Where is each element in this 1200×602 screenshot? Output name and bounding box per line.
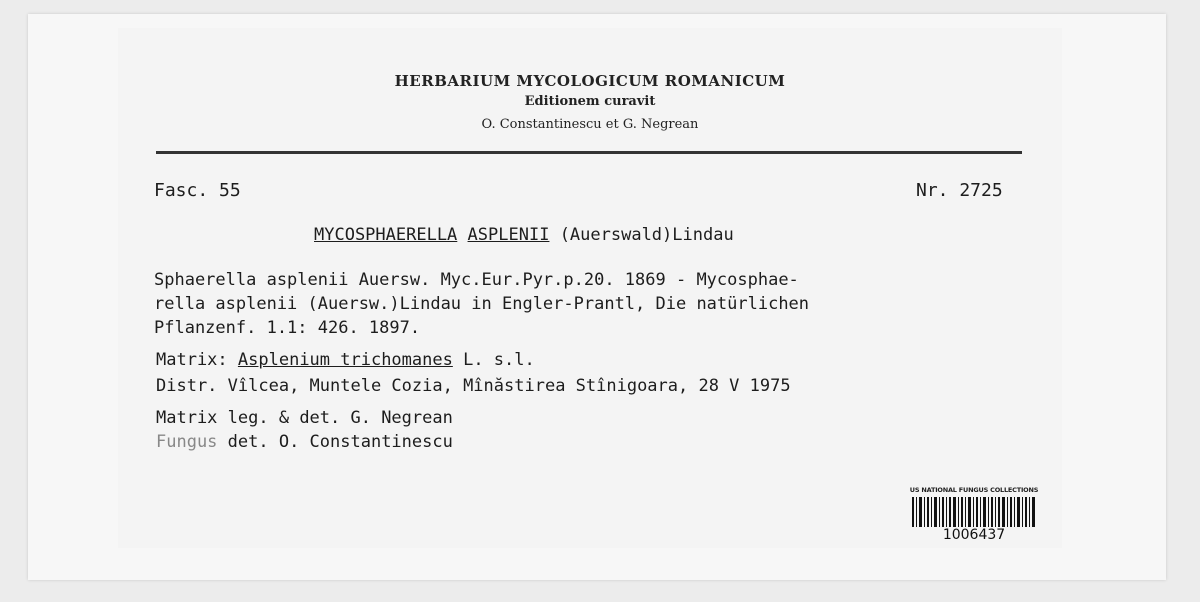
determiner-value: det. O. Constantinescu (227, 432, 453, 452)
herbarium-subtitle: Editionem curavit (524, 94, 656, 109)
determiner-label: Fungus (156, 432, 218, 452)
matrix-line (156, 350, 535, 370)
herbarium-title: HERBARIUM MYCOLOGICUM ROMANICUM (394, 72, 786, 90)
species-epithet: ASPLENII (467, 225, 550, 245)
host-name: Asplenium trichomanes (237, 350, 453, 370)
barcode-number: 1006437 (942, 527, 1006, 543)
collector-label: Matrix (156, 408, 218, 428)
synonymy-line-3: Pflanzenf. 1.1: 426. 1897. (154, 318, 421, 338)
barcode-icon (912, 497, 1036, 527)
distribution-label: Distr. (156, 376, 218, 396)
herbarium-editors: O. Constantinescu et G. Negrean (481, 117, 699, 132)
host-authority: L. s.l. (463, 350, 535, 370)
exsiccata-number: Nr. 2725 (916, 180, 1003, 201)
genus-name: MYCOSPHAERELLA (314, 225, 458, 245)
fascicle-number: Fasc. 55 (154, 180, 241, 201)
species-authority: (Auerswald)Lindau (559, 225, 734, 245)
species-name (314, 225, 734, 245)
collector-value: leg. & det. G. Negrean (227, 408, 453, 428)
determiner-line (156, 432, 453, 452)
barcode-title: US NATIONAL FUNGUS COLLECTIONS (909, 486, 1039, 494)
synonymy-line-1: Sphaerella asplenii Auersw. Myc.Eur.Pyr.p.20. 1869 - Mycosphae- (154, 270, 799, 290)
collector-line (156, 408, 453, 428)
header-divider (156, 151, 1022, 154)
distribution-value: Vîlcea, Muntele Cozia, Mînăstirea Stînigoara, 28 V 1975 (227, 376, 791, 396)
matrix-label: Matrix: (156, 350, 228, 370)
distribution-line (156, 376, 791, 396)
synonymy-line-2: rella asplenii (Auersw.)Lindau in Engler-Prantl, Die natürlichen (154, 294, 810, 314)
